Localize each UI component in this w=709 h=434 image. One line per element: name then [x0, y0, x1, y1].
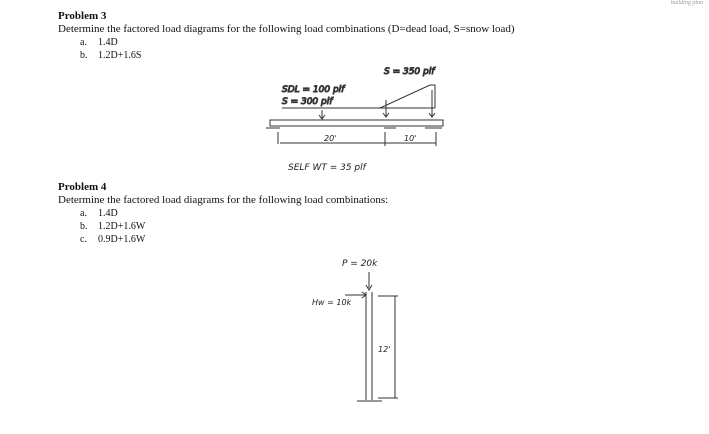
span2-label: 10' [404, 134, 417, 143]
problem4-statement: Determine the factored load diagrams for the following load combinations: [58, 194, 389, 206]
corner-text: building plan [670, 0, 703, 6]
drift-load-outline [380, 85, 435, 108]
problem3-beam-figure [266, 67, 443, 173]
self-wt-label: SELF WT = 35 plf [288, 163, 366, 173]
drift-arrowheads [383, 113, 435, 117]
beam [270, 120, 443, 126]
span1-label: 20' [324, 134, 337, 143]
problem4-item-c: c. 0.9D+1.6W [80, 234, 146, 245]
problem3-statement: Determine the factored load diagrams for the following load combinations (D=dead load, S=snow load) [58, 23, 515, 35]
problem3-title: Problem 3 [58, 10, 107, 22]
snow-label: S = 300 plf [282, 97, 333, 107]
height-label: 12' [378, 345, 391, 354]
snow-drift-label: S = 350 plf [384, 67, 435, 77]
problem4-title: Problem 4 [58, 181, 107, 193]
problem4-frame-figure [312, 259, 398, 401]
sdl-label: SDL = 100 plf [282, 85, 345, 95]
problem3-item-a: a. 1.4D [80, 37, 118, 48]
problem4-item-b: b. 1.2D+1.6W [80, 221, 146, 232]
problem3-item-b: b. 1.2D+1.6S [80, 50, 142, 61]
p-load-label: P = 20k [342, 259, 378, 269]
problem4-item-a: a. 1.4D [80, 208, 118, 219]
hw-label: Hw = 10k [312, 298, 352, 307]
